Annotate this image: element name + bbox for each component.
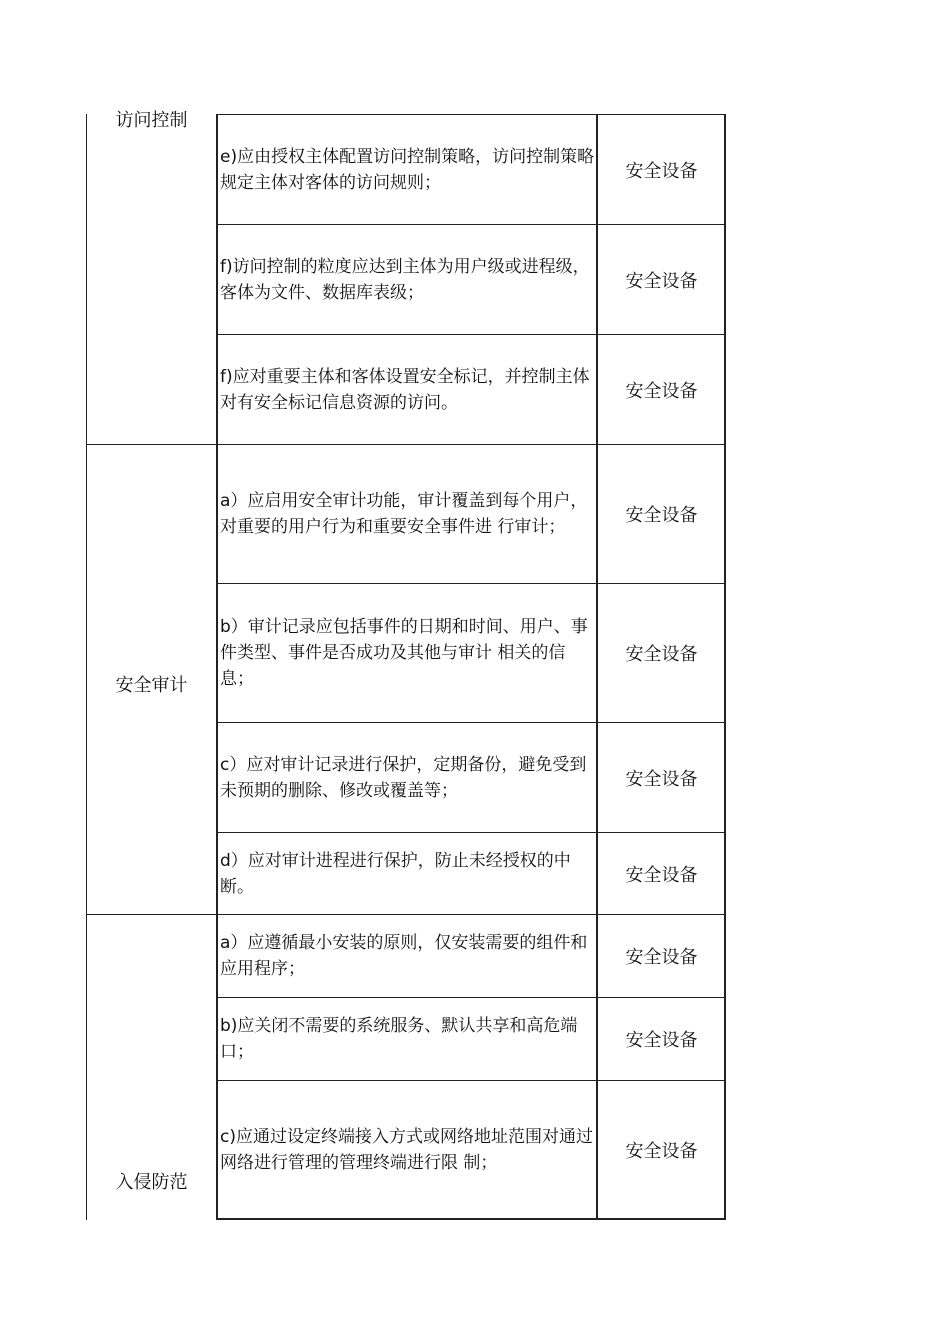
category-security-audit: 安全审计 (115, 675, 188, 696)
category-intrusion-prevention: 入侵防范 (115, 1172, 188, 1193)
result-cell (598, 723, 725, 832)
result-text: 安全设备 (625, 947, 698, 968)
result-cell (598, 1081, 725, 1218)
result-text: 安全设备 (625, 644, 698, 665)
requirement-text: c）应对审计记录进行保护，定期备份，避免受到未预期的删除、修改或覆盖等； (220, 754, 587, 801)
result-cell (598, 833, 725, 914)
requirement-text: a）应遵循最小安装的原则，仅安装需要的组件和应用程序； (220, 933, 588, 979)
requirement-text: f)访问控制的粒度应达到主体为用户级或进程级，客体为文件、数据库表级； (220, 256, 590, 303)
result-text: 安全设备 (625, 505, 698, 526)
requirement-text: c)应通过设定终端接入方式或网络地址范围对通过网络进行管理的管理终端进行限 制； (220, 1126, 593, 1173)
grid-line-h (216, 1218, 726, 1220)
requirement-cell (218, 445, 597, 583)
category-access-control: 访问控制 (115, 110, 188, 131)
requirement-cell (218, 115, 597, 224)
result-cell (598, 915, 725, 997)
requirement-cell (218, 335, 597, 444)
result-text: 安全设备 (625, 1030, 698, 1051)
result-cell (598, 998, 725, 1080)
result-cell (598, 584, 725, 722)
requirement-text: d）应对审计进程进行保护，防止未经授权的中断。 (220, 850, 571, 897)
requirement-cell (218, 833, 597, 914)
requirement-text: e)应由授权主体配置访问控制策略，访问控制策略规定主体对客体的访问规则； (220, 146, 595, 193)
result-cell (598, 225, 725, 334)
result-text: 安全设备 (625, 768, 698, 790)
result-cell (598, 335, 725, 444)
requirement-cell (218, 225, 597, 334)
requirement-text: b)应关闭不需要的系统服务、默认共享和高危端口； (220, 1016, 578, 1062)
requirement-text: f)应对重要主体和客体设置安全标记，并控制主体对有安全标记信息资源的访问。 (220, 366, 590, 413)
requirement-cell (218, 723, 597, 832)
requirement-cell (218, 1081, 597, 1218)
requirement-cell (218, 915, 597, 997)
result-cell (598, 115, 725, 224)
requirement-text: b）审计记录应包括事件的日期和时间、用户、事件类型、事件是否成功及其他与审计 相关的信息； (220, 617, 588, 689)
result-text: 安全设备 (625, 160, 698, 182)
requirement-text: a）应启用安全审计功能，审计覆盖到每个用户，对重要的用户行为和重要安全事件进 行审计； (220, 491, 588, 537)
requirement-cell (218, 584, 597, 722)
result-cell (598, 445, 725, 583)
result-text: 安全设备 (625, 1140, 698, 1162)
result-text: 安全设备 (625, 270, 698, 292)
result-text: 安全设备 (625, 864, 698, 886)
result-text: 安全设备 (625, 380, 698, 402)
requirement-cell (218, 998, 597, 1080)
grid-line-left (86, 114, 87, 1220)
